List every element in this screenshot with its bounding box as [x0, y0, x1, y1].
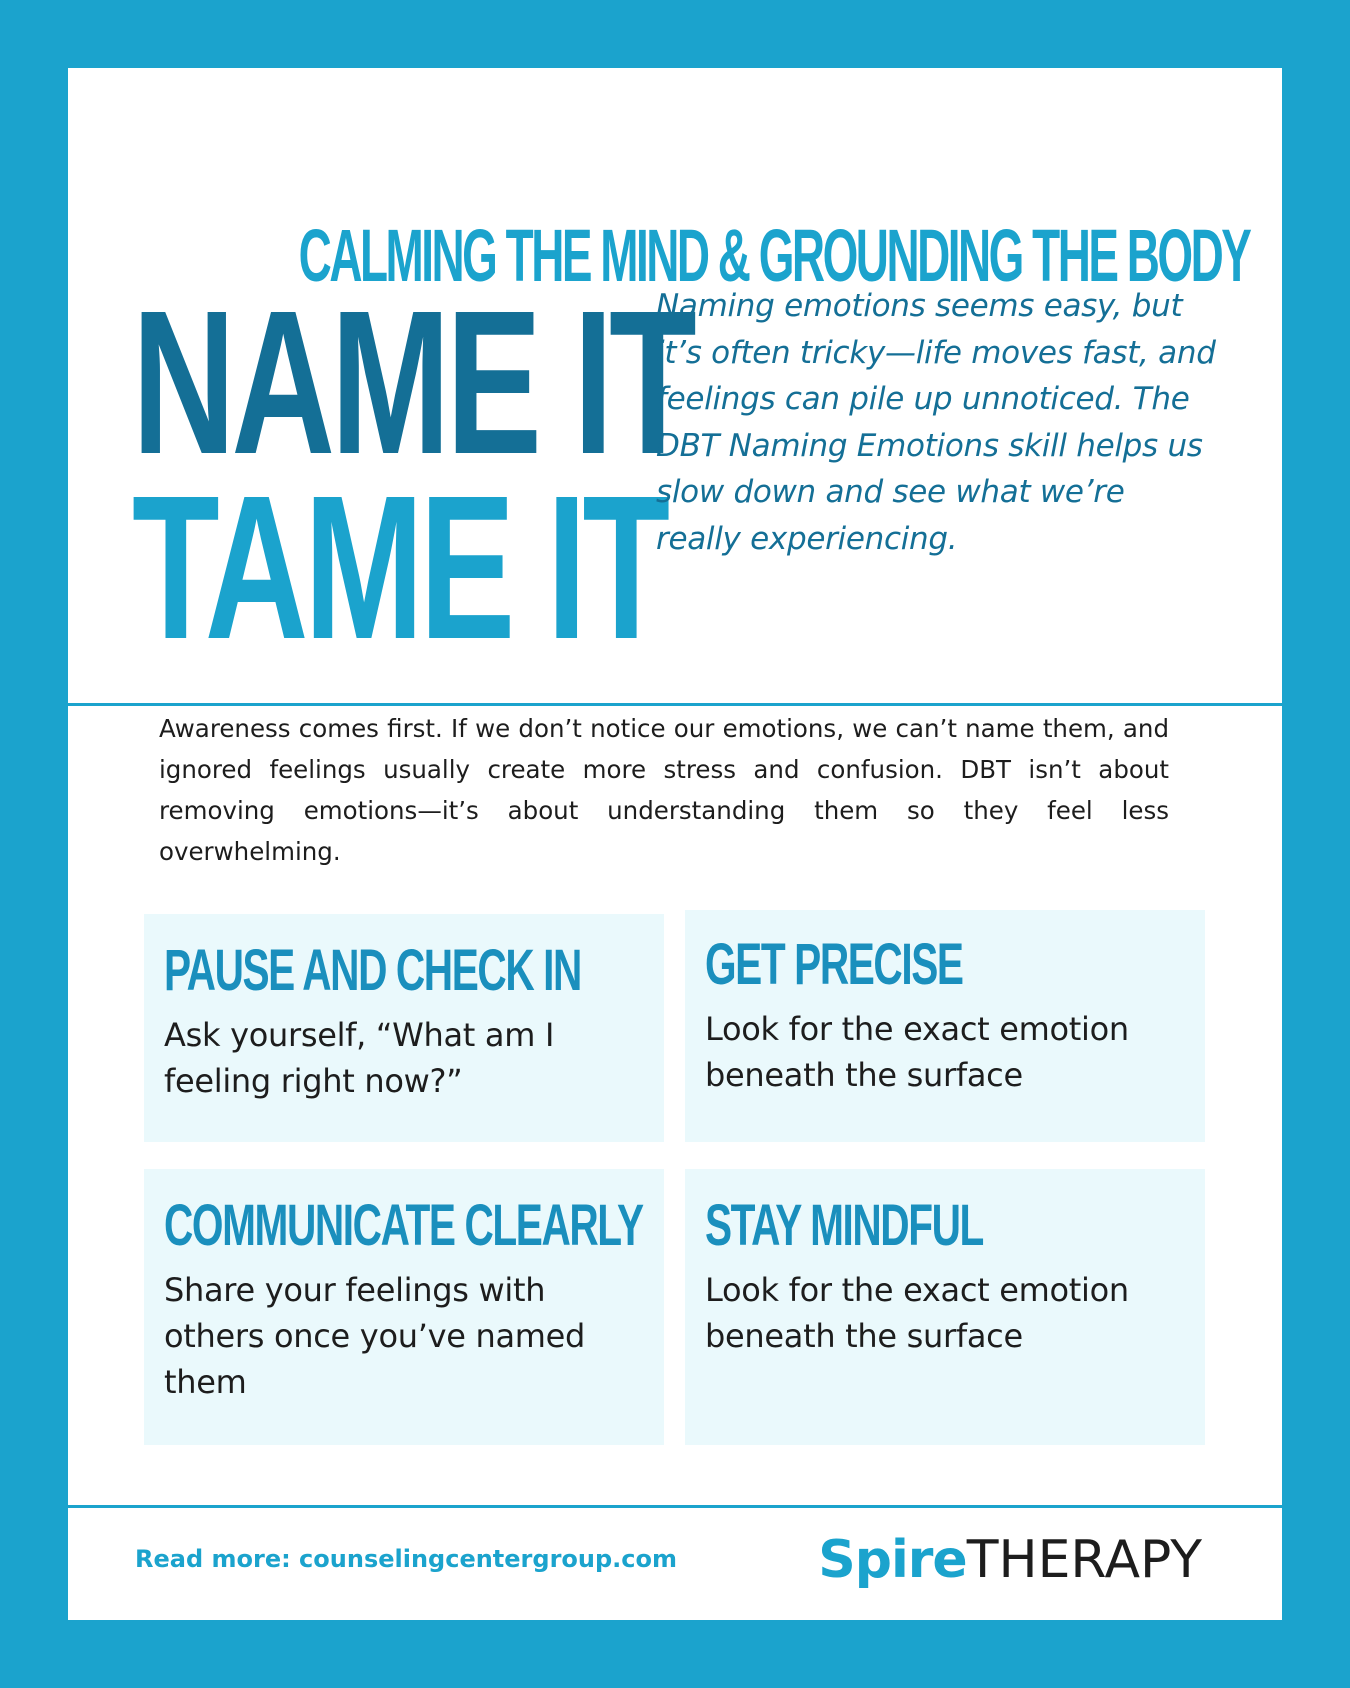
- divider-bottom: [68, 1505, 1282, 1508]
- card-stay-mindful: [685, 1169, 1205, 1445]
- card-pause-and-check-in: [144, 914, 664, 1142]
- title-name-it: NAME IT: [132, 268, 693, 497]
- title-tame-it: TAME IT: [132, 453, 666, 682]
- handout-page: [68, 68, 1282, 1620]
- card-communicate-clearly: [144, 1169, 664, 1445]
- card-title: GET PRECISE: [705, 932, 963, 997]
- card-get-precise: [685, 910, 1205, 1142]
- card-text: Look for the exact emotion beneath the surface: [705, 1271, 1129, 1355]
- card-text: Look for the exact emotion beneath the surface: [705, 1010, 1129, 1094]
- brand-logo-therapy: THERAPY: [966, 1530, 1202, 1590]
- card-title: STAY MINDFUL: [705, 1193, 983, 1258]
- divider-top: [68, 703, 1282, 706]
- card-title: PAUSE AND CHECK IN: [164, 938, 581, 1003]
- card-text: Share your feelings with others once you’ve named them: [164, 1271, 586, 1401]
- brand-logo: [818, 1530, 1202, 1590]
- brand-logo-spire: Spire: [818, 1530, 967, 1590]
- body-paragraph: Awareness comes first. If we don’t notice our emotions, we can’t name them, and ignored feelings usually create more stress and confusion. DBT isn’t about removing emotions—it’s about understanding them so they feel less overwhelming.: [159, 714, 1169, 866]
- read-more-link[interactable]: Read more: counselingcentergroup.com: [135, 1545, 678, 1573]
- card-title: COMMUNICATE CLEARLY: [164, 1193, 643, 1258]
- headline: CALMING THE MIND & GROUNDING THE BODY: [298, 214, 1250, 297]
- card-text: Ask yourself, “What am I feeling right now?”: [164, 1016, 555, 1100]
- intro-paragraph: Naming emotions seems easy, but it’s often tricky—life moves fast, and feelings can pile up unnoticed. The DBT Naming Emotions skill helps us slow down and see what we’re really experiencing.: [656, 288, 1216, 557]
